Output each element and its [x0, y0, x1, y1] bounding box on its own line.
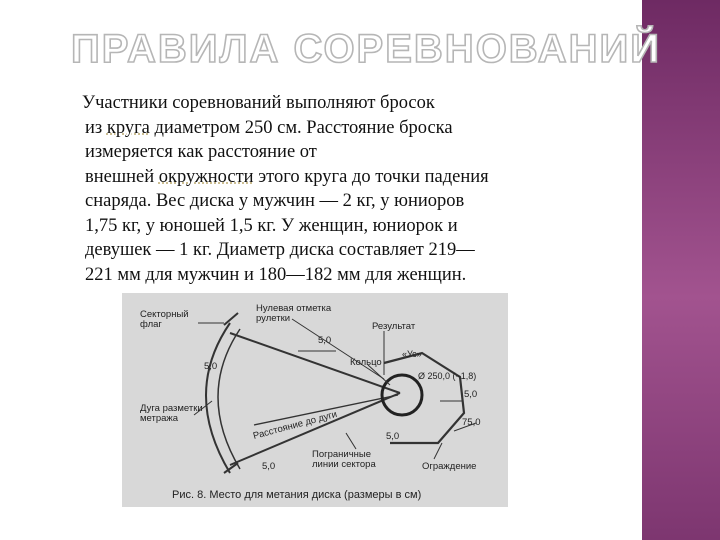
sector-flag-top [224, 313, 238, 325]
body-line: девушек — 1 кг. Диаметр диска составляет 219— [85, 240, 475, 260]
label-five-bottom: 5,0 [262, 461, 276, 472]
body-line: измеряется как расстояние от [85, 142, 317, 162]
label-seventy-five: 75,0 [462, 417, 481, 428]
label-border-1: Пограничные [312, 449, 372, 460]
body-line: снаряда. Вес диска у мужчин — 2 кг, у юниоров [85, 191, 465, 211]
slide-title [71, 22, 661, 72]
discus-sector-diagram [122, 293, 508, 507]
leader-border [346, 433, 356, 449]
body-text-fragment: из [85, 117, 107, 138]
label-sector-flag-2: флаг [140, 319, 162, 330]
circle-link[interactable]: круга [106, 117, 150, 138]
decorative-side-band [642, 0, 720, 540]
label-us: «Ус» [402, 349, 422, 359]
body-text-fragment: этого круга до точки падения [253, 166, 489, 187]
label-five-bottom-right: 5,0 [386, 431, 400, 442]
label-distance: Расстояние до дуги [251, 408, 339, 442]
label-ring: Кольцо [350, 357, 382, 368]
discus-sector-figure [122, 293, 508, 507]
body-line: Участники соревнований выполняют бросок [82, 93, 435, 113]
label-border-2: линии сектора [312, 459, 376, 470]
side-divider [638, 0, 640, 540]
label-arc-1: Дуга разметки [140, 403, 203, 414]
label-result: Результат [372, 321, 416, 332]
figure-caption: Рис. 8. Место для метания диска (размеры в см) [172, 489, 422, 501]
slide-title-text: ПРАВИЛА СОРЕВНОВАНИЙ [71, 27, 661, 71]
body-line [82, 165, 582, 190]
label-five-left: 5,0 [204, 361, 218, 372]
label-fence: Ограждение [422, 461, 477, 472]
body-line [82, 116, 582, 141]
body-text-fragment: внешней [85, 166, 159, 187]
label-arc-2: метража [140, 413, 179, 424]
throwing-circle [382, 375, 422, 415]
leader-zero-mark [292, 319, 384, 379]
leader-fence [434, 443, 442, 459]
label-sector-flag-1: Секторный [140, 309, 189, 320]
body-text-fragment: диаметром 250 см. Расстояние броска [149, 117, 453, 138]
label-diameter: Ø 250,0 (−1,8) [418, 371, 477, 381]
body-line: 1,75 кг, у юношей 1,5 кг. У женщин, юниорок и [85, 215, 458, 236]
label-five-right: 5,0 [464, 389, 478, 400]
label-five-top: 5,0 [318, 335, 332, 346]
label-zero-mark-1: Нулевая отметка [256, 303, 332, 314]
body-paragraph [82, 91, 582, 287]
inner-arc [218, 329, 240, 469]
label-zero-mark-2: рулетки [256, 313, 291, 324]
protective-fence [384, 353, 464, 443]
circumference-link[interactable]: окружности [158, 166, 254, 187]
body-line: 221 мм для мужчин и 180—182 мм для женщин. [85, 264, 467, 285]
